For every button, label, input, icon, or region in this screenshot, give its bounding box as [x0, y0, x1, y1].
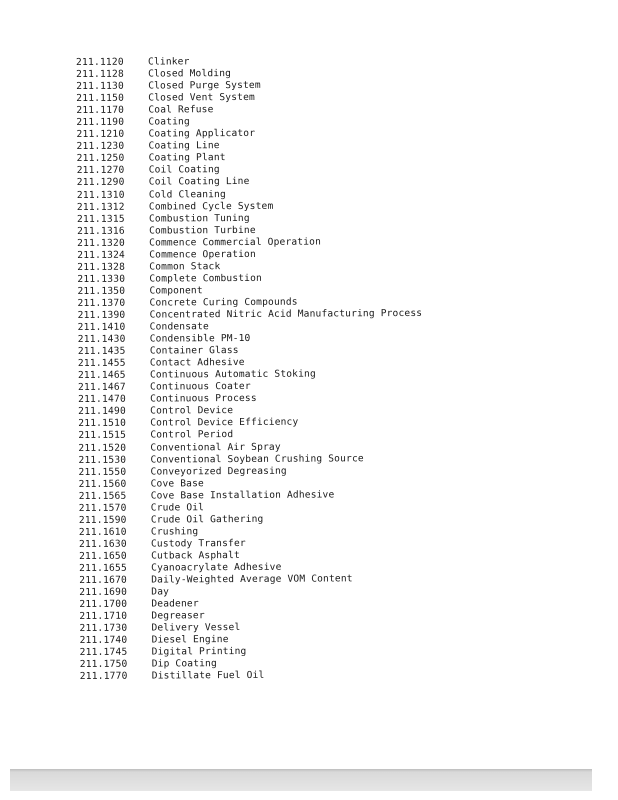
section-number: 211.1520: [78, 442, 127, 454]
section-number: 211.1650: [79, 550, 127, 562]
defined-term: Continuous Coater: [149, 381, 251, 393]
section-number: 211.1330: [77, 273, 126, 285]
section-number: 211.1465: [77, 369, 126, 382]
page-footer-band: [10, 769, 592, 791]
defined-term: Diesel Engine: [151, 634, 229, 646]
section-number: 211.1490: [78, 406, 127, 418]
defined-term: Distillate Fuel Oil: [151, 670, 265, 682]
defined-term: Crude Oil: [150, 501, 205, 514]
list-item: [78, 308, 423, 322]
section-number: 211.1470: [78, 394, 126, 406]
defined-term: Common Stack: [149, 260, 221, 273]
section-number: 211.1150: [76, 92, 125, 105]
section-number: 211.1770: [79, 671, 128, 683]
defined-term: Coating Line: [148, 140, 220, 152]
defined-term: Coating: [148, 116, 190, 128]
section-number: 211.1435: [77, 345, 126, 358]
section-number: 211.1530: [78, 454, 127, 466]
section-number: 211.1590: [78, 514, 127, 526]
section-number: 211.1370: [77, 297, 126, 309]
defined-term: Closed Molding: [148, 68, 232, 80]
defined-term: Cold Cleaning: [148, 188, 226, 201]
section-number: 211.1750: [79, 659, 128, 671]
section-number: 211.1324: [77, 249, 126, 261]
section-number: 211.1570: [78, 502, 127, 514]
section-number: 211.1210: [76, 128, 125, 141]
defined-term: Concrete Curing Compounds: [149, 296, 298, 309]
defined-term: Condensate: [149, 321, 209, 333]
section-number: 211.1128: [76, 68, 124, 81]
section-number: 211.1320: [77, 237, 125, 249]
defined-term: Degreaser: [151, 610, 205, 622]
section-number: 211.1310: [76, 189, 125, 201]
section-number: 211.1670: [79, 574, 128, 587]
section-number: 211.1740: [79, 634, 128, 647]
section-number: 211.1565: [78, 490, 127, 502]
section-number: 211.1710: [79, 610, 128, 623]
section-number: 211.1270: [76, 165, 125, 177]
section-number: 211.1745: [79, 646, 128, 659]
defined-term: Daily-Weighted Average VOM Content: [151, 573, 353, 586]
section-number: 211.1410: [77, 321, 126, 334]
defined-term: Cove Base: [150, 477, 204, 490]
defined-term: Control Device: [150, 405, 234, 417]
section-number: 211.1190: [76, 116, 125, 129]
section-number: 211.1655: [79, 562, 127, 574]
defined-term: Cove Base Installation Adhesive: [150, 489, 335, 502]
defined-term: Coil Coating: [148, 164, 220, 176]
section-number: 211.1510: [78, 418, 127, 430]
section-number: 211.1690: [79, 586, 128, 599]
defined-term: Concentrated Nitric Acid Manufacturing Process: [149, 307, 423, 321]
section-number: 211.1515: [78, 430, 127, 442]
defined-term: Complete Combustion: [149, 272, 262, 285]
defined-term: Control Device Efficiency: [150, 417, 299, 429]
section-number: 211.1560: [78, 478, 127, 490]
defined-term: Combustion Tuning: [148, 212, 250, 225]
section-number: 211.1350: [77, 285, 126, 297]
defined-term: Clinker: [147, 56, 190, 68]
defined-term: Conventional Air Spray: [150, 441, 281, 454]
defined-term: Component: [149, 285, 203, 297]
section-number: 211.1730: [79, 622, 128, 635]
section-number: 211.1250: [76, 153, 125, 165]
defined-term: Crushing: [150, 526, 199, 538]
defined-term: Conveyorized Degreasing: [150, 465, 287, 478]
defined-term: Coil Coating Line: [148, 176, 250, 189]
section-number: 211.1316: [77, 225, 125, 237]
defined-term: Conventional Soybean Crushing Source: [150, 452, 364, 466]
defined-term: Dip Coating: [151, 658, 217, 670]
defined-term: Contact Adhesive: [149, 357, 245, 369]
defined-term: Container Glass: [149, 345, 239, 357]
defined-term: Continuous Process: [150, 393, 257, 405]
defined-term: Closed Vent System: [148, 92, 255, 104]
defined-term: Custody Transfer: [150, 537, 246, 550]
section-number: 211.1630: [78, 538, 127, 550]
defined-term: Commence Operation: [149, 248, 256, 261]
defined-term: Coating Applicator: [148, 128, 256, 140]
defined-term: Coating Plant: [148, 152, 226, 164]
definition-index-list: [76, 55, 424, 684]
defined-term: Day: [151, 586, 170, 598]
section-number: 211.1390: [77, 309, 126, 321]
defined-term: Continuous Automatic Stoking: [149, 368, 316, 381]
section-number: 211.1700: [79, 598, 128, 611]
section-number: 211.1315: [76, 213, 125, 225]
defined-term: Control Period: [150, 429, 234, 442]
section-number: 211.1430: [77, 333, 126, 346]
section-number: 211.1130: [76, 80, 125, 93]
section-number: 211.1467: [77, 381, 126, 394]
defined-term: Combined Cycle System: [148, 200, 274, 213]
defined-term: Crude Oil Gathering: [150, 513, 264, 526]
defined-term: Closed Purge System: [148, 79, 261, 92]
section-number: 211.1290: [76, 177, 125, 189]
defined-term: Deadener: [151, 598, 199, 610]
section-number: 211.1312: [76, 201, 125, 213]
section-number: 211.1610: [78, 526, 127, 538]
section-number: 211.1550: [78, 466, 127, 478]
list-item: [80, 669, 425, 683]
section-number: 211.1170: [76, 104, 125, 117]
section-number: 211.1120: [76, 56, 124, 68]
defined-term: Commence Commercial Operation: [149, 236, 322, 249]
defined-term: Condensible PM-10: [149, 333, 251, 345]
defined-term: Delivery Vessel: [151, 622, 241, 634]
defined-term: Digital Printing: [151, 646, 247, 658]
defined-term: Cutback Asphalt: [151, 549, 240, 562]
section-number: 211.1455: [77, 357, 126, 370]
defined-term: Coal Refuse: [148, 104, 214, 116]
defined-term: Cyanoacrylate Adhesive: [151, 561, 282, 574]
section-number: 211.1328: [77, 261, 126, 273]
defined-term: Combustion Turbine: [149, 224, 256, 237]
section-number: 211.1230: [76, 141, 125, 153]
